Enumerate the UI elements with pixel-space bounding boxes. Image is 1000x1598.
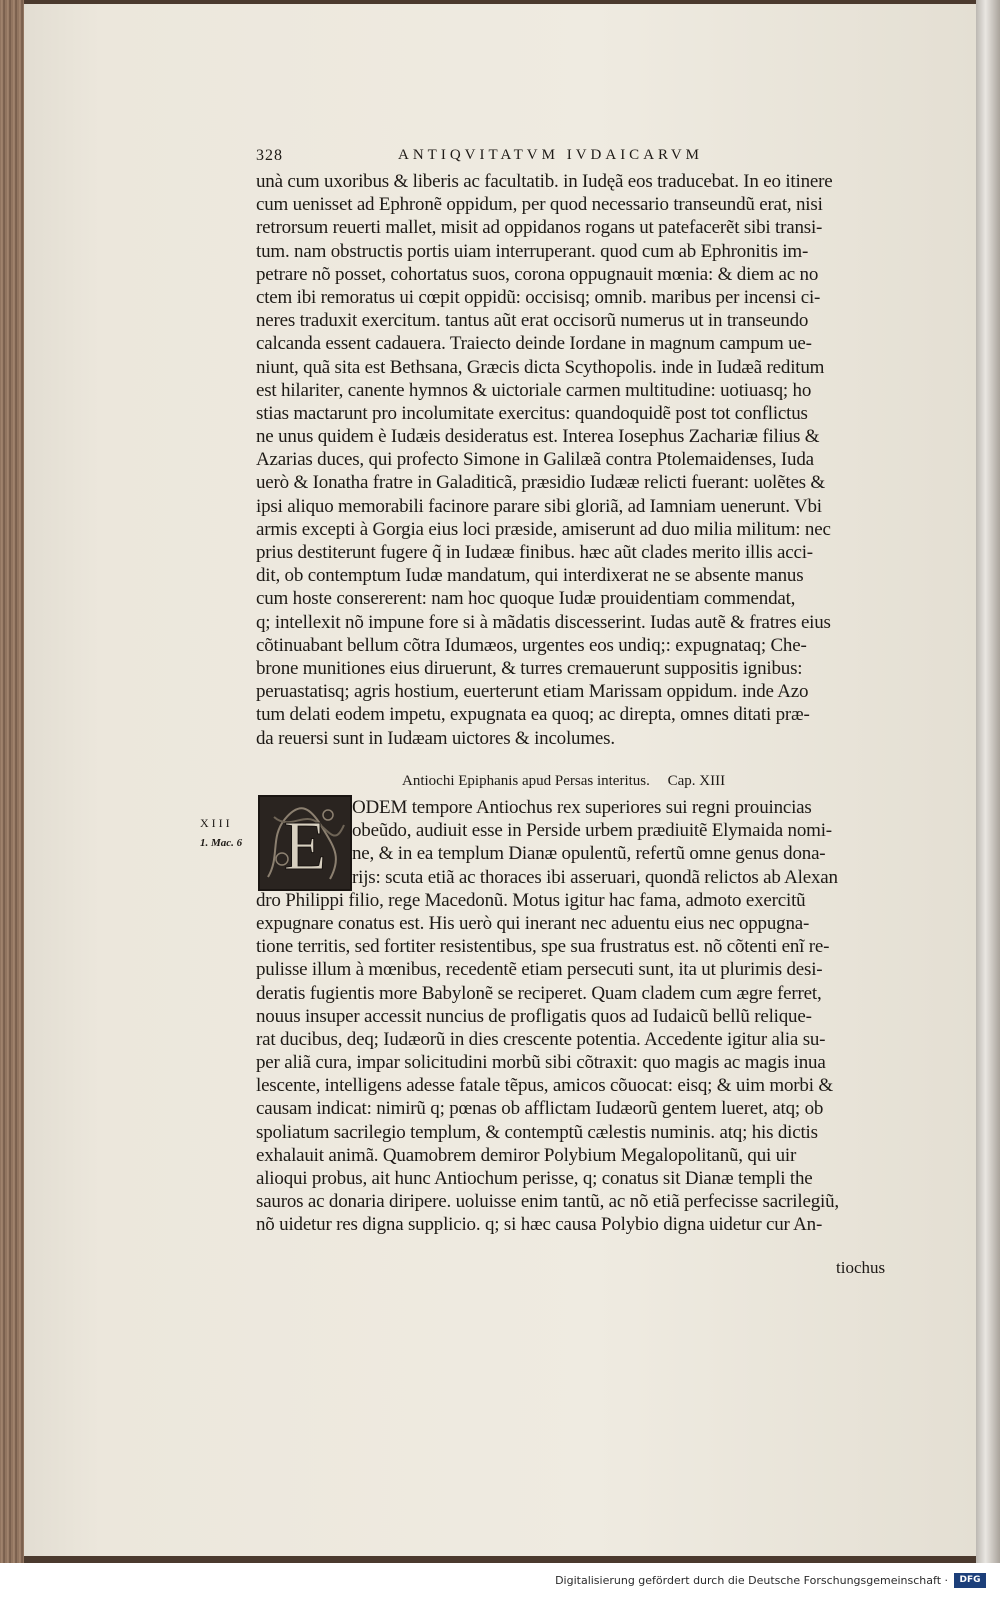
text-line: ODEM tempore Antiochus rex superiores sui regni prouincias [352, 797, 812, 818]
chapter-heading [402, 773, 739, 790]
text-line: sauros ac donaria diripere. uoluisse enim tantũ, ac nõ etiã perfecisse sacrilegiũ, [256, 1191, 839, 1213]
text-line: cõtinuabant bellum cõtra Idumæos, urgentes eos undiq;: expugnataq; Che- [256, 634, 807, 656]
text-line: dro Philippi filio, rege Macedonũ. Motus igitur hac fama, admoto exercitũ [256, 889, 806, 911]
text-line: pulisse illum à mœnibus, recedentẽ etiam persecuti sunt, ita ut plurimis desi- [256, 959, 823, 981]
text-line: da reuersi sunt in Iudæam uictores & incolumes. [256, 727, 615, 749]
text-line: stias mactarunt pro incolumitate exercitus: quandoquidẽ post tot conflictus [256, 402, 808, 424]
text-line: unà cum uxoribus & liberis ac facultatib. in Iudęã eos traducebat. In eo itinere [256, 171, 833, 192]
text-line: expugnare conatus est. His uerò qui inerant nec aduentu eius nec oppugna- [256, 912, 810, 934]
text-line: tum delati eodem impetu, expugnata ea quoq; ac direpta, omnes ditati præ- [256, 704, 810, 726]
body-text-top [256, 170, 916, 750]
text-line: rat ducibus, deq; Iudæorũ in dies crescente potentia. Accedente igitur alia su- [256, 1028, 826, 1050]
marginal-reference: 1. Mac. 6 [200, 837, 243, 849]
dfg-logo: DFG [954, 1573, 986, 1588]
text-line: obeũdo, audiuit esse in Perside urbem prædiuitẽ Elymaida nomi- [352, 820, 832, 842]
text-line: causam indicat: nimirũ q; pœnas ob afflictam Iudæorũ gentem lueret, atq; ob [256, 1098, 824, 1120]
text-line: exhalauit animã. Quamobrem demiror Polybium Megalopolitanũ, qui uir [256, 1144, 797, 1166]
text-line: alioqui probus, ait hunc Antiochum perisse, q; conatus sit Dianæ templi the [256, 1168, 813, 1189]
text-line: cum hoste consererent: nam hoc quoque Iudæ prouidentiam commendat, [256, 588, 796, 610]
text-line: Azarias duces, qui profecto Simone in Galilæã contra Ptolemaidenses, Iuda [256, 449, 814, 471]
text-line: q; intellexit nõ impune fore si à mãdatis discesserint. Iudas autẽ & fratres eius [256, 611, 831, 633]
text-line: petrare nõ posset, cohortatus suos, corona oppugnauit mœnia: & diem ac no [256, 263, 819, 285]
digitization-footer [0, 1563, 1000, 1598]
text-line: per aliã cura, impar solicitudini morbũ sibi cõtraxit: quo magis ac magis inua [256, 1052, 826, 1074]
text-line: ne, & in ea templum Dianæ opulentũ, refertũ omne genus dona- [352, 843, 826, 865]
text-line: niunt, quã sita est Bethsana, Græcis dicta Scythopolis. inde in Iudæã reditum [256, 356, 825, 378]
text-line: retrorsum reuerti mallet, misit ad oppidanos rogans ut patefacerẽt sibi transi- [256, 217, 823, 239]
text-line: est hilariter, canente hymnos & uictoriale carmen multitudine: uotiuasq; ho [256, 379, 812, 401]
text-line: brone munitiones eius diruerunt, & turres cremauerunt suppositis ignibus: [256, 657, 803, 679]
page-header [256, 147, 776, 167]
initial-letter: E [283, 808, 327, 885]
text-line: deratis fugientis more Babylonẽ se reciperet. Quam cladem cum ægre ferret, [256, 982, 822, 1004]
text-line: nõ uidetur res digna supplicio. q; si hæc causa Polybio digna uidetur cur An- [256, 1214, 823, 1236]
body-text-chapter [256, 796, 916, 1237]
text-line: uerò & Ionatha fratre in Galaditicã, præsidio Iudææ relicti fuerant: uolẽtes & [256, 472, 825, 494]
text-line: tum. nam obstructis portis uiam interruperant. quod cum ab Ephronitis im- [256, 240, 809, 262]
text-line: ne unus quidem è Iudæis desideratus est. Interea Iosephus Zachariæ filius & [256, 426, 820, 448]
text-line: armis excepti à Gorgia eius loci præside, amiserunt ad duo milia militum: nec [256, 518, 831, 540]
book-spine-edge [0, 0, 24, 1563]
text-line: spoliatum sacrilegio templum, & contemptũ cælestis numinis. atq; his dictis [256, 1121, 818, 1143]
text-line: tione territis, sed fortiter resistentibus, spe sua frustratus est. nõ cõtenti enĩ re- [256, 936, 830, 958]
text-line: prius destiterunt fugere q̃ in Iudææ finibus. hæc aũt clades merito illis acci- [256, 542, 813, 563]
text-line: nouus insuper accessit nuncius de profligatis quos ad Iudaicũ bellũ relique- [256, 1005, 812, 1027]
page-number: 328 [256, 147, 283, 164]
text-line: dit, ob contemptum Iudæ mandatum, qui interdixerat ne se absente manus [256, 565, 804, 587]
text-line: calcanda essent cadauera. Traiecto deinde Iordane in magnum campum ue- [256, 333, 812, 355]
page-right-edge [976, 0, 1000, 1563]
running-head: ANTIQVITATVM IVDAICARVM [398, 147, 703, 163]
marginal-note [200, 813, 256, 853]
catchword: tiochus [836, 1258, 886, 1277]
text-line: neres traduxit exercitum. tantus aũt erat occisorũ numerus ut in transeundo [256, 310, 809, 332]
funding-credit: Digitalisierung gefördert durch die Deutsche Forschungsgemeinschaft · [555, 1574, 948, 1587]
chapter-title: Antiochi Epiphanis apud Persas interitus. [402, 773, 650, 789]
text-line: lescente, intelligens adesse fatale tẽpus, amicos cõuocat: eisq; & uim morbi & [256, 1075, 833, 1097]
text-line: ipsi aliquo memorabili facinore parare sibi gloriã, ad Iamniam uenerunt. Vbi [256, 495, 822, 517]
chapter-number: Cap. XIII [667, 773, 726, 789]
text-line: rijs: scuta etiã ac thoraces ibi asseruari, quondã relictos ab Alexan [352, 866, 838, 888]
text-line: cum uenisset ad Ephronẽ oppidum, per quod necessario transeundũ erat, nisi [256, 194, 823, 216]
text-line: peruastatisq; agris hostium, euerterunt etiam Marissam oppidum. inde Azo [256, 681, 809, 703]
marginal-chapter-number: XIII [200, 816, 233, 830]
text-line: ctem ibi remoratus ui cœpit oppidũ: occisisq; omnib. maribus per incensi ci- [256, 286, 821, 308]
